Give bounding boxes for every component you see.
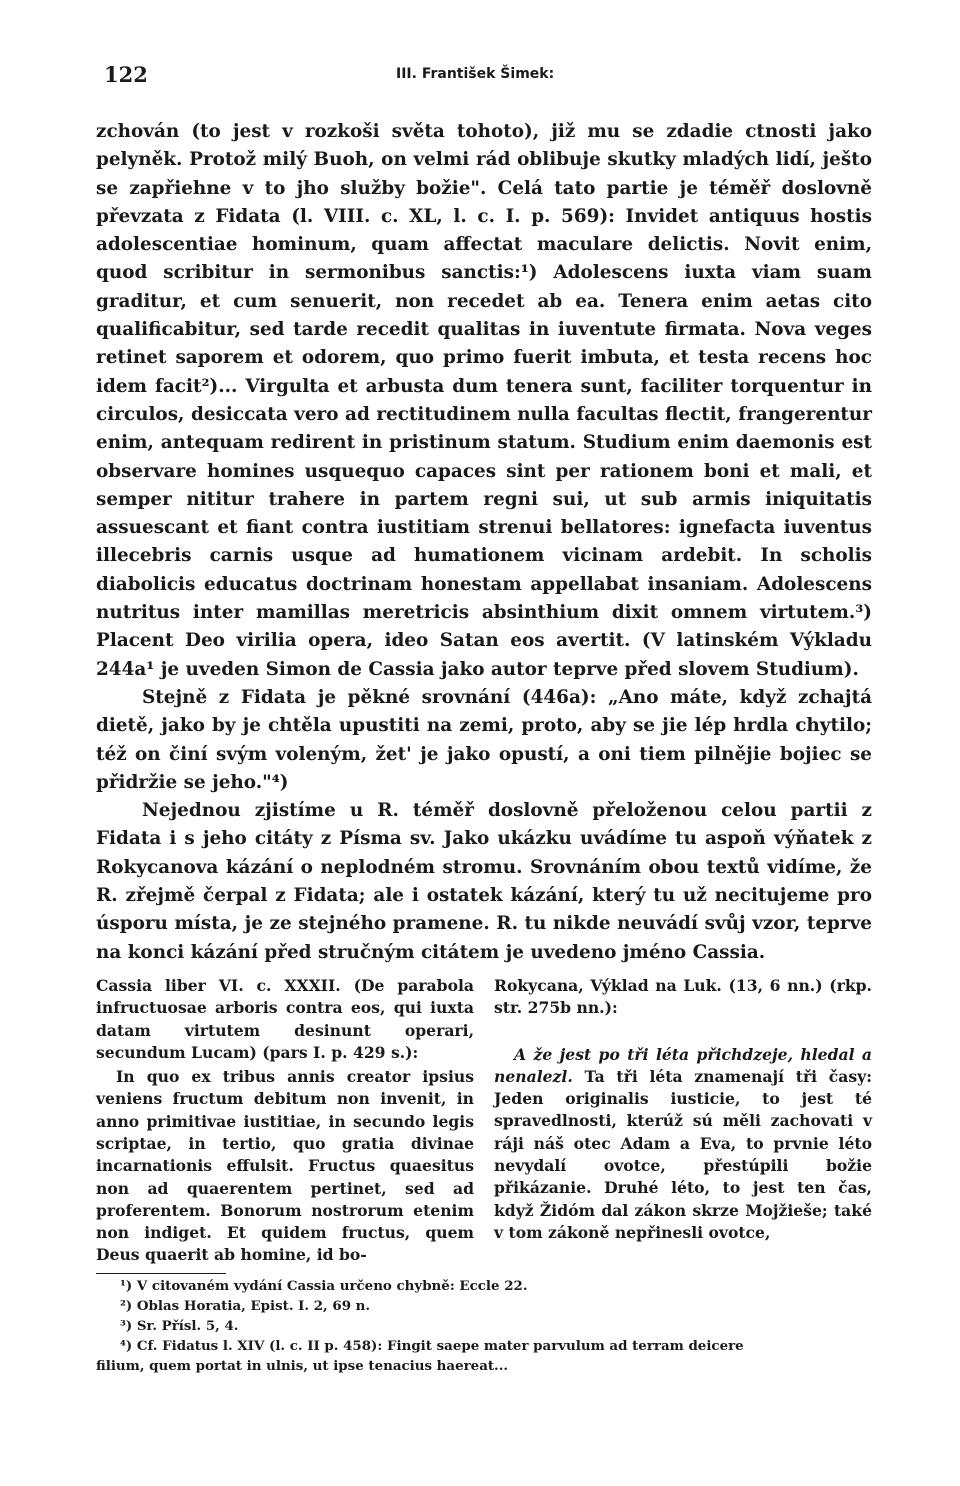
page-header [96, 62, 872, 96]
left-column [96, 975, 474, 1267]
parallel-columns [96, 975, 872, 1267]
column-gap [494, 1022, 872, 1044]
right-column-quote: A že jest po tři léta přichdzeje, hledal a nenalezl. [494, 1044, 872, 1086]
page [96, 62, 872, 1376]
right-column-body: Ta tři léta znamenají tři časy: Jeden originalis iusticie, to jest té spravedlnosti, kterúž sú měli zachovati v ráji náš otec Adam a Eva, to prvnie léto nevydalí ovotce, přestúpili božie přikázanie. Druhé léto, to jest ten čas, když Židóm dal zákon skrze Mojžieše; také v tom zákoně nepřinesli ovotce, [494, 1066, 872, 1242]
right-column-heading: Rokycana, Výklad na Luk. (13, 6 nn.) (rkp. str. 275b nn.): [494, 975, 872, 1018]
footnote-rule [96, 1273, 226, 1274]
footnote-4: ⁴) Cf. Fidatus l. XIV (l. c. II p. 458): Fingit saepe mater parvulum ad terram deicere [120, 1337, 744, 1354]
main-text [96, 118, 872, 967]
footnote-4-continued: filium, quem portat in ulnis, ut ipse tenacius haereat... [96, 1357, 509, 1374]
footnote-2: ²) Oblas Horatia, Epist. I. 2, 69 n. [120, 1297, 371, 1314]
footnotes [96, 1276, 872, 1376]
footnote-3: ³) Sr. Přísl. 5, 4. [120, 1317, 239, 1334]
left-column-heading: Cassia liber VI. c. XXXII. (De parabola infructuosae arboris contra eos, qui iuxta datam virtutem desinunt operari, secundum Lucam) (pars I. p. 429 s.): [96, 975, 474, 1062]
paragraph-3: Nejednou zjistíme u R. téměř doslovně přeloženou celou partii z Fidata i s jeho citáty z Písma sv. Jako ukázku uvádíme tu aspoň výňatek z Rokycanova kázání o neplodném stromu. Srovnáním obou textů vidíme, že R. zřejmě čerpal z Fidata; ale i ostatek kázání, který tu už necitujeme pro úsporu místa, je ze stejného pramene. R. tu nikde neuvádí svůj vzor, teprve na konci kázání před stručným citátem je uvedeno jméno Cassia. [96, 800, 872, 963]
paragraph-1: zchován (to jest v rozkoši světa tohoto), již mu se zdadie ctnosti jako pelyněk. Protož milý Buoh, on velmi rád oblibuje skutky mladých lidí, ješto se zapřiehne v to jho služby božie". Celá tato partie je téměř doslovně převzata z Fidata (l. VIII. c. XL, l. c. I. p. 569): Invidet antiquus hostis adolescentiae hominum, quam affectat maculare delictis. Novit enim, quod scribitur in sermonibus sanctis:¹) Adolescens iuxta viam suam graditur, et cum senuerit, non recedet ab ea. Tenera enim aetas cito qualificabitur, sed tarde recedit qualitas in iuventute firmata. Nova veges retinet saporem et odorem, quo primo fuerit imbuta, et testa recens hoc idem facit²)... Virgulta et arbusta dum tenera sunt, faciliter torquentur in circulos, desiccata vero ad rectitudinem nulla facultas flectit, frangerentur enim, antequam redirent in pristinum statum. Studium enim daemonis est observare homines usquequo capaces sint per rationem boni et mali, et semper nititur trahere in partem regni sui, ut sub armis iniquitatis assuescant et fiant contra iustitiam strenui bellatores: ignefacta iuventus illecebris carnis usque ad humationem vicinam ardebit. In scholis diabolicis educatus doctrinam honestam appellabat insaniam. Adolescens nutritus inter mamillas meretricis absinthium dixit omnem virtutem.³) Placent Deo virilia opera, ideo Satan eos avertit. (V latinském Výkladu 244a¹ je uveden Simon de Cassia jako autor teprve před slovem Studium). [96, 121, 872, 680]
page-number: 122 [104, 62, 148, 87]
running-head: III. František Šimek: [396, 66, 555, 82]
left-column-text: In quo ex tribus annis creator ipsius veniens fructum debitum non invenit, in anno primitivae iustitiae, in secundo legis scriptae, in tertio, quo gratia divinae incarnationis effulsit. Fructus quaesitus non ad quaerentem pertinet, sed ad proferentem. Bonorum nostrorum etenim non indiget. Et quidem fructus, quem Deus quaerit ab homine, id bo- [96, 1067, 474, 1265]
footnote-1: ¹) V citovaném vydání Cassia určeno chybně: Eccle 22. [120, 1277, 528, 1294]
paragraph-2: Stejně z Fidata je pěkné srovnání (446a): „Ano máte, když zchajtá dietě, jako by je chtěla upustiti na zemi, proto, aby se jie lép hrdla chytilo; též on činí svým voleným, žet' je jako opustí, a oni tiem pilnějie bojiec se přidržie se jeho."⁴) [96, 686, 872, 793]
right-column [494, 975, 872, 1267]
right-column-text [494, 1044, 872, 1245]
